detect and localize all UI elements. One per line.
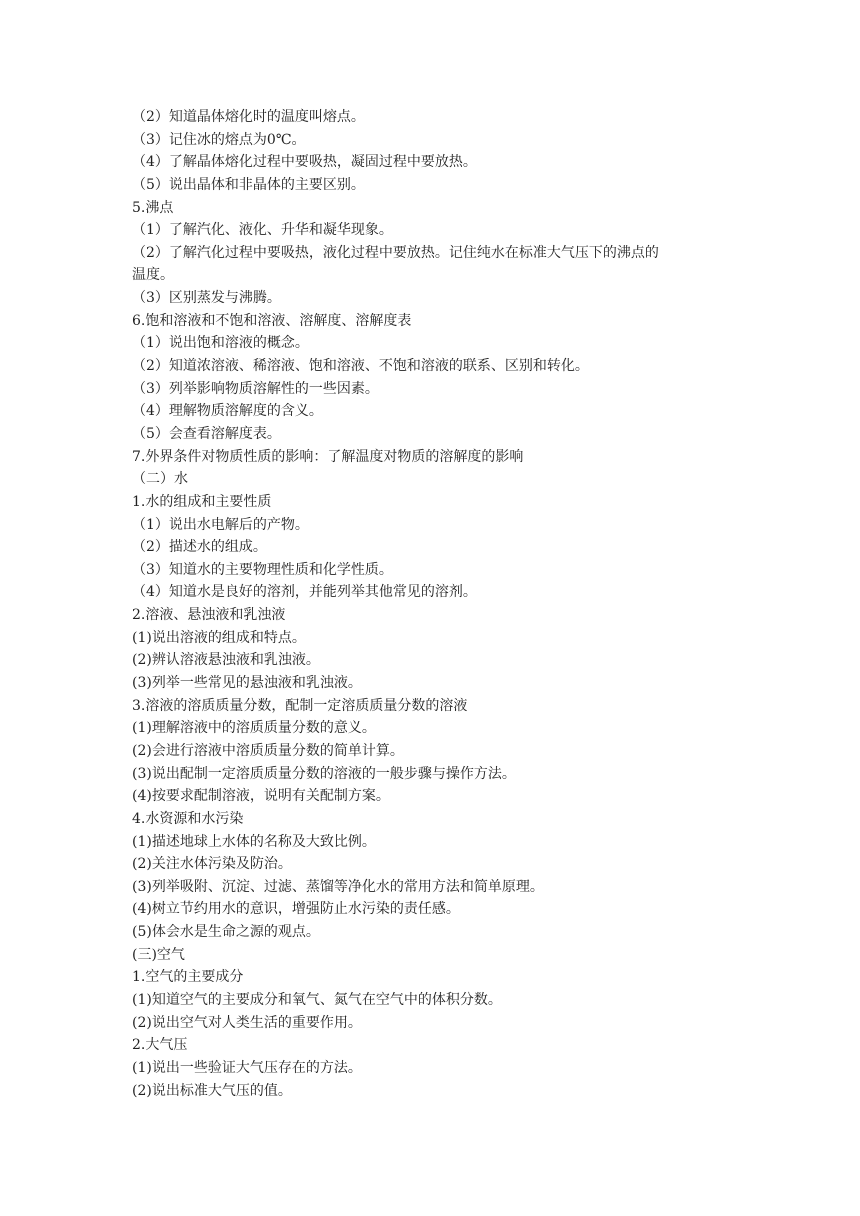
list-item: (1)说出一些验证大气压存在的方法。: [132, 1059, 362, 1076]
list-item: (5)体会水是生命之源的观点。: [132, 924, 320, 941]
list-item: (2)辨认溶液悬浊液和乳浊液。: [132, 652, 320, 669]
list-item: （4）理解物质溶解度的含义。: [132, 403, 323, 420]
list-item: (1)理解溶液中的溶质质量分数的意义。: [132, 720, 376, 737]
list-item: （5）说出晶体和非晶体的主要区别。: [132, 176, 365, 193]
list-item: （3）记住冰的熔点为0℃。: [132, 131, 306, 148]
section-heading: 2.溶液、悬浊液和乳浊液: [132, 607, 286, 624]
list-item: (2)会进行溶液中溶质质量分数的简单计算。: [132, 742, 404, 759]
section-heading: 7.外界条件对物质性质的影响：了解温度对物质的溶解度的影响: [132, 448, 524, 465]
chapter-heading: (三)空气: [132, 946, 185, 963]
list-item: （1）说出水电解后的产物。: [132, 516, 309, 533]
list-item: (1)说出溶液的组成和特点。: [132, 629, 306, 646]
document-page: [132, 106, 742, 1102]
list-item: (4)树立节约用水的意识，增强防止水污染的责任感。: [132, 901, 460, 918]
list-item: (2)说出空气对人类生活的重要作用。: [132, 1014, 362, 1031]
list-item: （3）知道水的主要物理性质和化学性质。: [132, 561, 393, 578]
section-heading: 2.大气压: [132, 1037, 188, 1054]
list-item: （1）说出饱和溶液的概念。: [132, 335, 309, 352]
list-item: （2）了解汽化过程中要吸热，液化过程中要放热。记住纯水在标准大气压下的沸点的: [132, 244, 659, 261]
list-item: (3)列举吸附、沉淀、过滤、蒸馏等净化水的常用方法和简单原理。: [132, 878, 544, 895]
list-item: （2）描述水的组成。: [132, 539, 267, 556]
list-item-continuation: 温度。: [132, 267, 174, 284]
list-item: (3)说出配制一定溶质质量分数的溶液的一般步骤与操作方法。: [132, 765, 516, 782]
list-item: (3)列举一些常见的悬浊液和乳浊液。: [132, 675, 362, 692]
chapter-heading: （二）水: [132, 471, 188, 488]
list-item: （1）了解汽化、液化、升华和凝华现象。: [132, 222, 393, 239]
list-item: (1)知道空气的主要成分和氧气、氮气在空气中的体积分数。: [132, 991, 502, 1008]
section-heading: 3.溶液的溶质质量分数，配制一定溶质质量分数的溶液: [132, 697, 468, 714]
section-heading: 1.空气的主要成分: [132, 969, 244, 986]
list-item: （3）区别蒸发与沸腾。: [132, 290, 281, 307]
section-heading: 1.水的组成和主要性质: [132, 493, 272, 510]
section-heading: 6.饱和溶液和不饱和溶液、溶解度、溶解度表: [132, 312, 412, 329]
list-item: (1)描述地球上水体的名称及大致比例。: [132, 833, 376, 850]
list-item: （2）知道浓溶液、稀溶液、饱和溶液、不饱和溶液的联系、区别和转化。: [132, 358, 589, 375]
list-item: (2)说出标准大气压的值。: [132, 1082, 292, 1099]
list-item: （4）了解晶体熔化过程中要吸热，凝固过程中要放热。: [132, 154, 477, 171]
list-item: (4)按要求配制溶液，说明有关配制方案。: [132, 788, 390, 805]
list-item: （3）列举影响物质溶解性的一些因素。: [132, 380, 379, 397]
list-item: （4）知道水是良好的溶剂，并能列举其他常见的溶剂。: [132, 584, 477, 601]
section-heading: 5.沸点: [132, 199, 174, 216]
list-item: （2）知道晶体熔化时的温度叫熔点。: [132, 109, 365, 125]
list-item: (2)关注水体污染及防治。: [132, 856, 292, 873]
list-item: （5）会查看溶解度表。: [132, 425, 281, 442]
section-heading: 4.水资源和水污染: [132, 810, 244, 827]
